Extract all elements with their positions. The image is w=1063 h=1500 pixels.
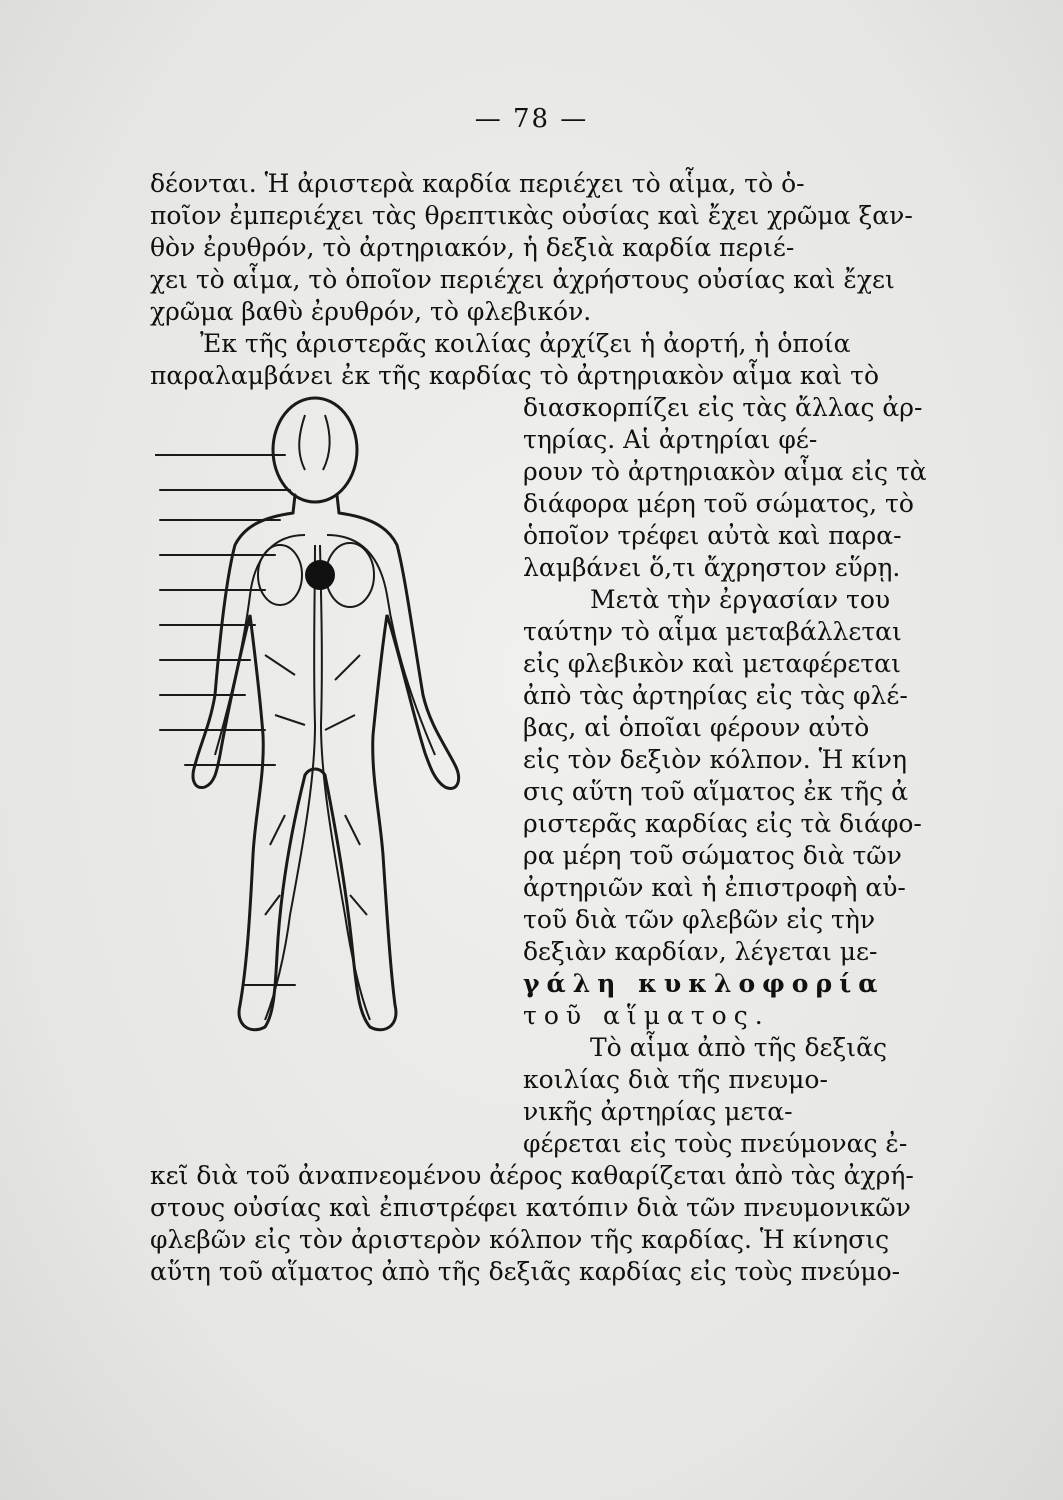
text-line: ρουν τὸ ἀρτηριακὸν αἷμα εἰς τὰ (523, 457, 927, 486)
text-line: γάλη κυκλοφορία (523, 969, 885, 998)
text-line: λαμβάνει ὅ,τι ἄχρηστον εὕρῃ. (523, 553, 901, 582)
text-line: χει τὸ αἷμα, τὸ ὁποῖον περιέχει ἀχρήστους οὐσίας καὶ ἔχει (150, 265, 895, 294)
text-line: αὕτη τοῦ αἵματος ἀπὸ τῆς δεξιᾶς καρδίας εἰς τοὺς πνεύμο- (150, 1257, 901, 1286)
text-line: ρα μέρη τοῦ σώματος διὰ τῶν (523, 841, 902, 870)
text-line: βας, αἱ ὁποῖαι φέρουν αὐτὸ (523, 713, 870, 742)
text-line: Ἐκ τῆς ἀριστερᾶς κοιλίας ἀρχίζει ἡ ἀορτή, ἡ ὁποία (200, 329, 851, 358)
text-line: θὸν ἐρυθρόν, τὸ ἀρτηριακόν, ἡ δεξιὰ καρδία περιέ- (150, 233, 795, 262)
circulatory-system-figure-icon (155, 395, 500, 1075)
text-line: φλεβῶν εἰς τὸν ἀριστερὸν κόλπον τῆς καρδίας. Ἡ κίνησις (150, 1225, 890, 1254)
text-line: παραλαμβάνει ἐκ τῆς καρδίας τὸ ἀρτηριακὸν αἷμα καὶ τὸ (150, 361, 880, 390)
text-line: εἰς φλεβικὸν καὶ μεταφέρεται (523, 649, 901, 678)
text-line: ὁποῖον τρέφει αὐτὰ καὶ παρα- (523, 521, 902, 550)
text-line: νικῆς ἀρτηρίας μετα- (523, 1097, 793, 1126)
text-line: τοῦ διὰ τῶν φλεβῶν εἰς τὴν (523, 905, 876, 934)
text-line: ποῖον ἐμπεριέχει τὰς θρεπτικὰς οὐσίας καὶ ἔχει χρῶμα ξαν- (150, 201, 913, 230)
text-line: Μετὰ τὴν ἐργασίαν του (590, 585, 891, 614)
text-line: κεῖ διὰ τοῦ ἀναπνεομένου ἀέρος καθαρίζεται ἀπὸ τὰς ἀχρή- (150, 1161, 914, 1190)
text-line: διασκορπίζει εἰς τὰς ἄλλας ἀρ- (523, 393, 923, 422)
text-line: ἀρτηριῶν καὶ ἡ ἐπιστροφὴ αὐ- (523, 873, 906, 902)
text-line: τηρίας. Αἱ ἀρτηρίαι φέ- (523, 425, 818, 454)
text-line: δέονται. Ἡ ἀριστερὰ καρδία περιέχει τὸ αἷμα, τὸ ὁ- (150, 169, 805, 198)
page-number: — 78 — (474, 104, 589, 134)
text-line: στους οὐσίας καὶ ἐπιστρέφει κατόπιν διὰ τῶν πνευμονικῶν (150, 1193, 911, 1222)
text-line: ριστερᾶς καρδίας εἰς τὰ διάφο- (523, 809, 922, 838)
text-line: δεξιὰν καρδίαν, λέγεται με- (523, 937, 878, 966)
text-line: φέρεται εἰς τοὺς πνεύμονας ἐ- (523, 1129, 908, 1158)
text-line: εἰς τὸν δεξιὸν κόλπον. Ἡ κίνη (523, 745, 907, 774)
text-line: ἀπὸ τὰς ἀρτηρίας εἰς τὰς φλέ- (523, 681, 908, 710)
text-line: σις αὕτη τοῦ αἵματος ἐκ τῆς ἀ (523, 777, 908, 806)
text-line: τοῦ αἵματος. (523, 1001, 770, 1030)
text-line: ταύτην τὸ αἷμα μεταβάλλεται (523, 617, 902, 646)
text-line: χρῶμα βαθὺ ἐρυθρόν, τὸ φλεβικόν. (150, 297, 592, 326)
text-line: κοιλίας διὰ τῆς πνευμο- (523, 1065, 828, 1094)
text-line: διάφορα μέρη τοῦ σώματος, τὸ (523, 489, 914, 518)
text-line: Τὸ αἷμα ἀπὸ τῆς δεξιᾶς (590, 1033, 887, 1062)
